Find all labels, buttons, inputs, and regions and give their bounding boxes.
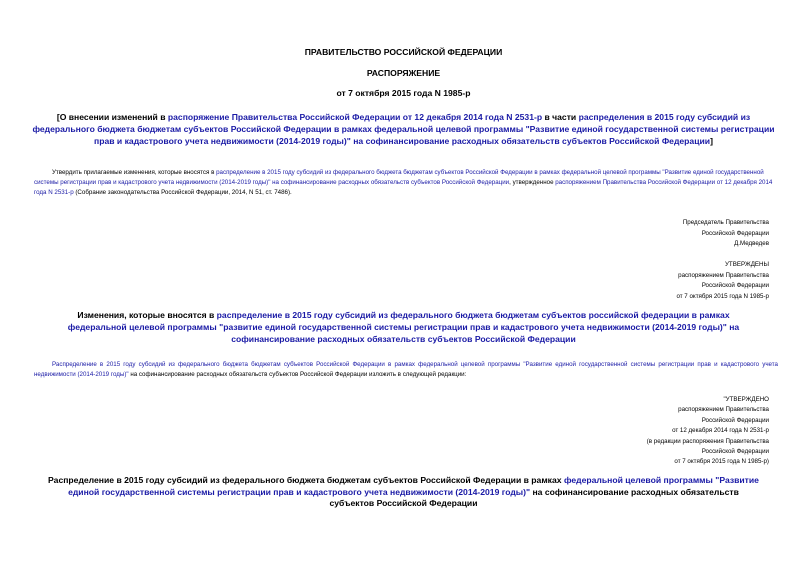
- distribution-text-after: на софинансирование расходных обязательств субъектов Российской Федерации изложить в следующей редакции:: [128, 370, 467, 378]
- body-text-after: (Собрание законодательства Российской Федерации, 2014, N 51, ст. 7486).: [73, 188, 292, 196]
- changes-heading-link[interactable]: распределение в 2015 году субсидий из федерального бюджета бюджетам субъектов российской федерации в рамках федеральной целевой программы "развитие единой государственной системы регистрации прав и кадастрового учета недвижимости (2014-2019 годы)" на софинансирование расходных обязательств субъектов Российской Федерации: [67, 310, 740, 344]
- subject-close-text: ]: [710, 136, 713, 146]
- subject-mid-text: в части: [542, 112, 579, 122]
- distribution-heading-text-before: Распределение в 2015 году субсидий из федерального бюджета бюджетам субъектов Российской Федерации в рамках: [48, 475, 564, 485]
- government-title: ПРАВИТЕЛЬСТВО РОССИЙСКОЙ ФЕДЕРАЦИИ: [304, 47, 503, 57]
- approval-block-2: [529, 395, 769, 468]
- distribution-paragraph: [34, 360, 778, 380]
- approval2-line-5: (в редакции распоряжения Правительства: [646, 437, 769, 445]
- signature-line-1: Председатель Правительства: [682, 219, 769, 226]
- subject-link-decree[interactable]: распоряжение Правительства Российской Федерации от 12 декабря 2014 года N 2531-р: [167, 112, 543, 122]
- body-link-distribution[interactable]: распределение в 2015 году субсидий из федерального бюджета бюджетам субъектов Российской Федерации в рамках федеральной целевой программы "Развитие единой государственной системы регистрации прав и кадастрового учета недвижимости (2014-2019 годы)" на софинансирование расходных обязательств субъектов Российской Федерации: [34, 169, 764, 186]
- distribution-heading: [48, 475, 759, 510]
- document-date: от 7 октября 2015 года N 1985-р: [336, 88, 471, 98]
- signature-line-3: Д.Медведев: [734, 240, 769, 247]
- approval2-line-1: "УТВЕРЖДЕНО: [723, 396, 769, 403]
- subject-link-distribution[interactable]: распределения в 2015 году субсидий из федерального бюджета бюджетам субъектов Российской Федерации в рамках федеральной целевой программы "Развитие единой государственной системы регистрации прав и кадастрового учета недвижимости (2014-2019 годы)" на софинансирование расходных обязательств субъектов Российской Федерации: [32, 112, 775, 146]
- distribution-link[interactable]: Распределение в 2015 году субсидий из федерального бюджета бюджетам субъектов Российской Федерации в рамках федеральной целевой программы "Развитие единой государственной системы регистрации прав и кадастрового учета недвижимости (2014-2019 годы)": [34, 361, 778, 378]
- signature-block: [569, 218, 769, 250]
- document-type: РАСПОРЯЖЕНИЕ: [366, 68, 441, 78]
- approval2-line-4: от 12 декабря 2014 года N 2531-р: [672, 427, 769, 435]
- approval-line-2: распоряжением Правительства: [678, 271, 769, 279]
- approval2-line-7: от 7 октября 2015 года N 1985-р): [674, 458, 769, 466]
- approval-line-1: УТВЕРЖДЕНЫ: [725, 261, 769, 268]
- changes-heading-text: Изменения, которые вносятся в: [77, 310, 217, 320]
- approval2-line-2: распоряжением Правительства: [678, 406, 769, 414]
- changes-heading: [48, 309, 759, 345]
- approval2-line-3: Российской Федерации: [701, 416, 769, 424]
- approval-line-3: Российской Федерации: [701, 282, 769, 289]
- distribution-heading-link[interactable]: федеральной целевой программы "Развитие единой государственной системы регистрации прав и кадастрового учета недвижимости (2014-2019 годы)": [68, 475, 759, 497]
- subject-open-text: [О внесении изменений в: [56, 112, 168, 122]
- body-link-decree[interactable]: распоряжением Правительства Российской Федерации от 12 декабря 2014 года N 2531-р: [34, 178, 773, 196]
- body-paragraph: [34, 168, 778, 197]
- approval2-line-6: Российской Федерации: [701, 448, 769, 456]
- body-text-mid: , утвержденное: [509, 178, 556, 186]
- distribution-heading-text-after: на софинансирование расходных обязательств субъектов Российской Федерации: [329, 486, 739, 508]
- document-subject: [28, 111, 779, 147]
- approval-line-4: от 7 октября 2015 года N 1985-р: [676, 292, 769, 300]
- body-text-before: Утвердить прилагаемые изменения, которые вносятся в: [52, 169, 217, 176]
- signature-line-2: Российской Федерации: [701, 229, 769, 237]
- approval-block: [549, 260, 769, 302]
